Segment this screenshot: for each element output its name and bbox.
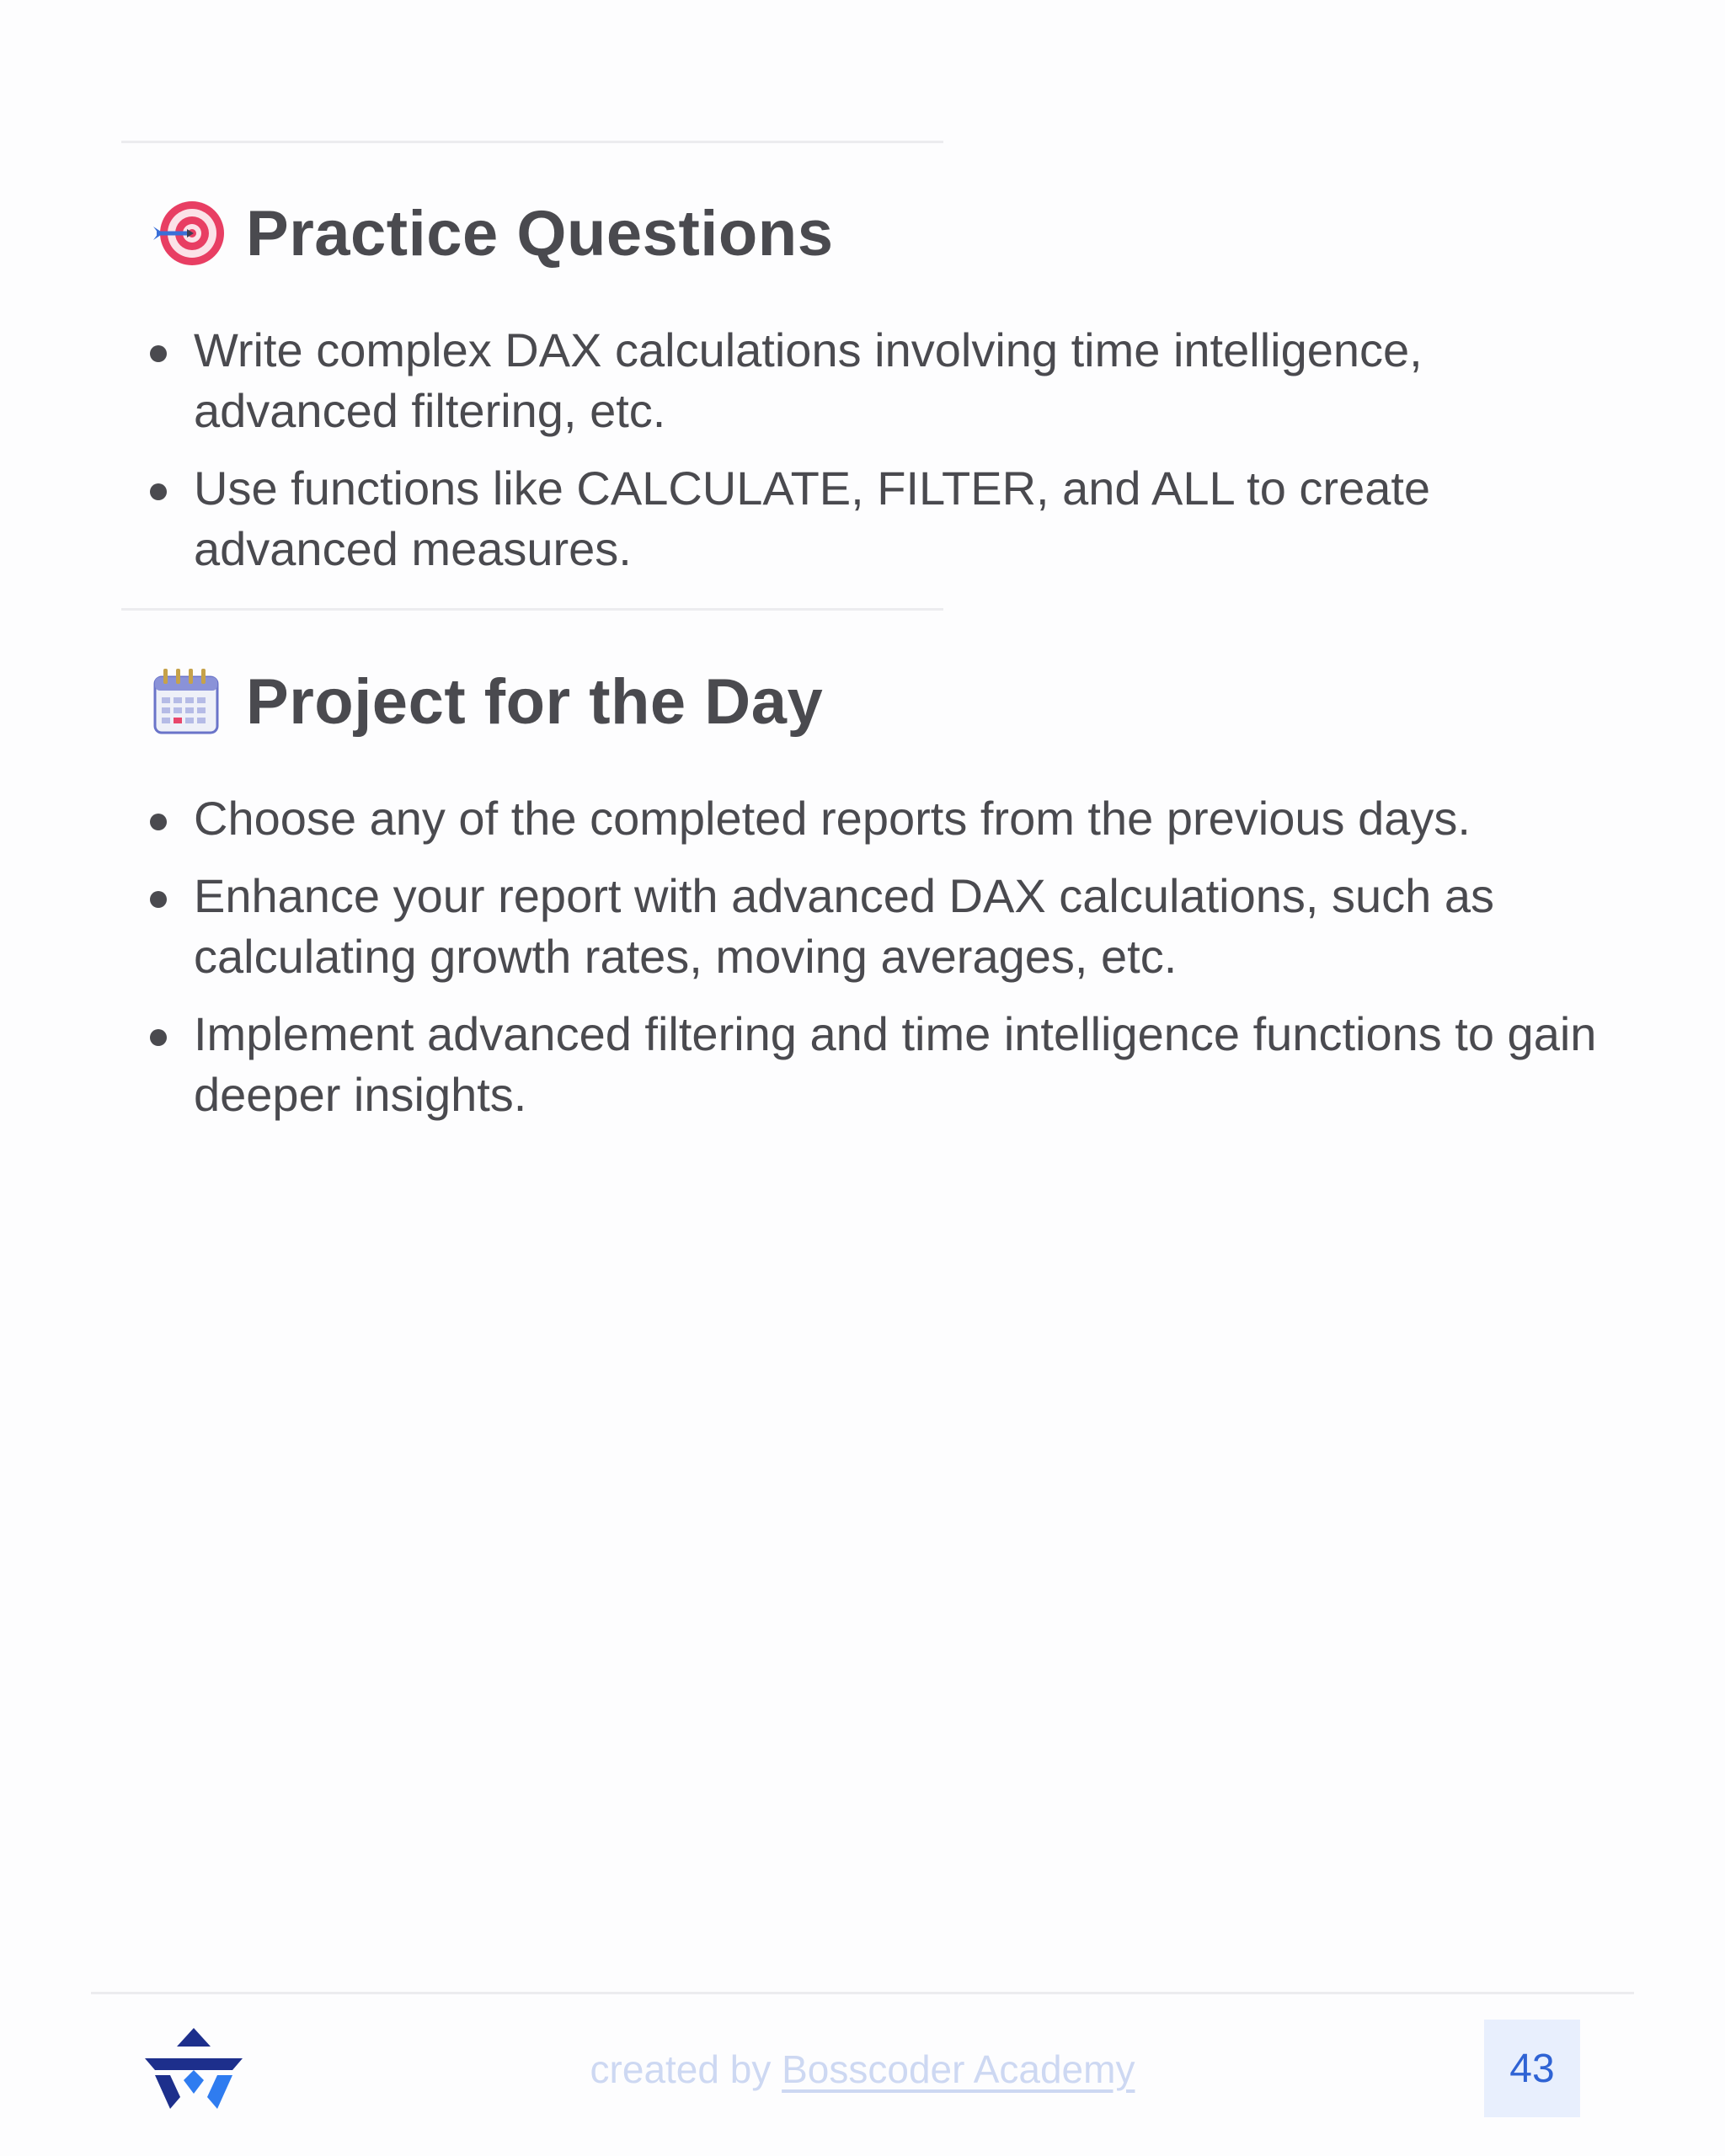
list-item: Write complex DAX calculations involving time intelligence, advanced filtering, etc. xyxy=(150,320,1599,441)
section-divider xyxy=(121,141,943,143)
practice-list xyxy=(150,320,1599,579)
target-dart-icon xyxy=(150,195,226,271)
list-item: Enhance your report with advanced DAX calculations, such as calculating growth rates, moving averages, etc. xyxy=(150,866,1599,987)
practice-questions-section xyxy=(150,187,1599,596)
practice-title: Practice Questions xyxy=(246,197,834,270)
practice-heading xyxy=(150,187,1599,280)
credit-prefix: created by xyxy=(590,2047,782,2091)
list-item: Implement advanced filtering and time intelligence functions to gain deeper insights. xyxy=(150,1004,1599,1125)
list-item: Use functions like CALCULATE, FILTER, and ALL to create advanced measures. xyxy=(150,458,1599,579)
list-item: Choose any of the completed reports from the previous days. xyxy=(150,788,1599,849)
footer-divider xyxy=(91,1992,1634,1994)
bosscoder-link[interactable]: Bosscoder Academy xyxy=(782,2047,1135,2091)
page-number-badge: 43 xyxy=(1484,2020,1580,2117)
calendar-icon xyxy=(150,664,226,739)
project-section xyxy=(150,655,1599,1142)
footer-credit xyxy=(0,2047,1725,2092)
project-title: Project for the Day xyxy=(246,665,824,738)
section-divider xyxy=(121,608,943,611)
project-heading xyxy=(150,655,1599,748)
project-list xyxy=(150,788,1599,1125)
